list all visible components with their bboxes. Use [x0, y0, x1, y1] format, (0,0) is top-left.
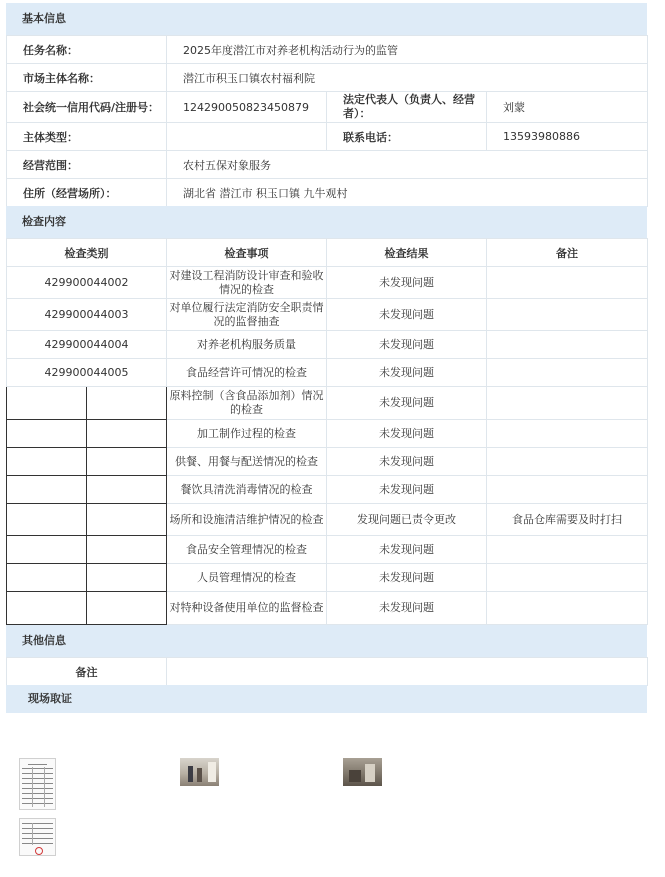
phone-label: 联系电话：	[327, 123, 487, 151]
empty-cell	[7, 387, 87, 420]
category-cell: 429900044003	[7, 299, 167, 331]
other-info-table	[6, 657, 648, 686]
task-value: 2025年度潜江市对养老机构活动行为的监管	[167, 36, 648, 64]
address-value: 湖北省 潜江市 积玉口镇 九牛观村	[167, 179, 648, 207]
header-category: 检查类别	[7, 239, 167, 267]
other-info-header: 其他信息	[6, 625, 647, 657]
result-cell: 未发现问题	[327, 536, 487, 564]
basic-info-header: 基本信息	[6, 3, 647, 35]
empty-cell	[87, 564, 167, 592]
note-cell	[487, 592, 648, 625]
header-note: 备注	[487, 239, 648, 267]
document-thumbnail[interactable]	[19, 758, 56, 810]
red-stamp-icon	[35, 847, 43, 855]
table-row	[7, 299, 648, 331]
empty-cell	[7, 536, 87, 564]
result-cell: 未发现问题	[327, 476, 487, 504]
note-cell	[487, 420, 648, 448]
empty-cell	[7, 448, 87, 476]
result-cell: 发现问题已责令更改	[327, 504, 487, 536]
item-cell: 对养老机构服务质量	[167, 331, 327, 359]
type-value	[167, 123, 327, 151]
item-cell: 餐饮具清洗消毒情况的检查	[167, 476, 327, 504]
table-row	[7, 592, 648, 625]
empty-cell	[87, 448, 167, 476]
empty-cell	[7, 564, 87, 592]
result-cell: 未发现问题	[327, 267, 487, 299]
basic-info-table	[6, 35, 648, 207]
note-cell	[487, 331, 648, 359]
scope-label: 经营范围：	[7, 151, 167, 179]
table-row	[7, 267, 648, 299]
result-cell: 未发现问题	[327, 359, 487, 387]
empty-cell	[7, 592, 87, 625]
type-label: 主体类型：	[7, 123, 167, 151]
result-cell: 未发现问题	[327, 564, 487, 592]
empty-cell	[87, 536, 167, 564]
result-cell: 未发现问题	[327, 420, 487, 448]
item-cell: 食品安全管理情况的检查	[167, 536, 327, 564]
item-cell: 对单位履行法定消防安全职责情况的监督抽查	[167, 299, 327, 331]
type-row	[7, 123, 648, 151]
entity-value: 潜江市积玉口镇农村福利院	[167, 64, 648, 92]
rep-label: 法定代表人（负责人、经营者）：	[327, 92, 487, 123]
result-cell: 未发现问题	[327, 387, 487, 420]
table-row	[7, 420, 648, 448]
empty-cell	[7, 504, 87, 536]
entity-label: 市场主体名称：	[7, 64, 167, 92]
empty-cell	[7, 420, 87, 448]
item-cell: 供餐、用餐与配送情况的检查	[167, 448, 327, 476]
empty-cell	[87, 592, 167, 625]
item-cell: 加工制作过程的检查	[167, 420, 327, 448]
note-cell	[487, 387, 648, 420]
remark-row	[7, 658, 648, 686]
table-row	[7, 448, 648, 476]
note-cell	[487, 476, 648, 504]
site-photo-thumbnail[interactable]	[180, 758, 219, 786]
table-row	[7, 564, 648, 592]
entity-row	[7, 64, 648, 92]
scope-row	[7, 151, 648, 179]
category-cell: 429900044004	[7, 331, 167, 359]
note-cell	[487, 448, 648, 476]
item-cell: 场所和设施清洁维护情况的检查	[167, 504, 327, 536]
note-cell	[487, 359, 648, 387]
rep-value: 刘蒙	[487, 92, 648, 123]
result-cell: 未发现问题	[327, 299, 487, 331]
item-cell: 原料控制（含食品添加剂）情况的检查	[167, 387, 327, 420]
note-cell	[487, 299, 648, 331]
empty-cell	[7, 476, 87, 504]
table-row	[7, 387, 648, 420]
table-row	[7, 476, 648, 504]
empty-cell	[87, 476, 167, 504]
category-cell: 429900044002	[7, 267, 167, 299]
address-label: 住所（经营场所）：	[7, 179, 167, 207]
remark-value	[167, 658, 648, 686]
document-thumbnail[interactable]	[19, 818, 56, 856]
credit-value: 124290050823450879	[167, 92, 327, 123]
task-label: 任务名称：	[7, 36, 167, 64]
item-cell: 对建设工程消防设计审查和验收情况的检查	[167, 267, 327, 299]
table-row	[7, 331, 648, 359]
remark-label: 备注	[7, 658, 167, 686]
header-item: 检查事项	[167, 239, 327, 267]
result-cell: 未发现问题	[327, 331, 487, 359]
empty-cell	[87, 504, 167, 536]
table-row	[7, 359, 648, 387]
note-cell	[487, 267, 648, 299]
inspection-header-row	[7, 239, 648, 267]
credit-row	[7, 92, 648, 123]
phone-value: 13593980886	[487, 123, 648, 151]
address-row	[7, 179, 648, 207]
item-cell: 对特种设备使用单位的监督检查	[167, 592, 327, 625]
task-row	[7, 36, 648, 64]
empty-cell	[87, 420, 167, 448]
note-cell	[487, 536, 648, 564]
category-cell: 429900044005	[7, 359, 167, 387]
table-row	[7, 504, 648, 536]
evidence-header: 现场取证	[6, 685, 647, 713]
scope-value: 农村五保对象服务	[167, 151, 648, 179]
note-cell	[487, 564, 648, 592]
item-cell: 食品经营许可情况的检查	[167, 359, 327, 387]
result-cell: 未发现问题	[327, 592, 487, 625]
result-cell: 未发现问题	[327, 448, 487, 476]
header-result: 检查结果	[327, 239, 487, 267]
inspection-header: 检查内容	[6, 206, 647, 238]
note-cell: 食品仓库需要及时打扫	[487, 504, 648, 536]
site-photo-thumbnail[interactable]	[343, 758, 382, 786]
inspection-table	[6, 238, 648, 625]
credit-label: 社会统一信用代码/注册号：	[7, 92, 167, 123]
item-cell: 人员管理情况的检查	[167, 564, 327, 592]
table-row	[7, 536, 648, 564]
empty-cell	[87, 387, 167, 420]
